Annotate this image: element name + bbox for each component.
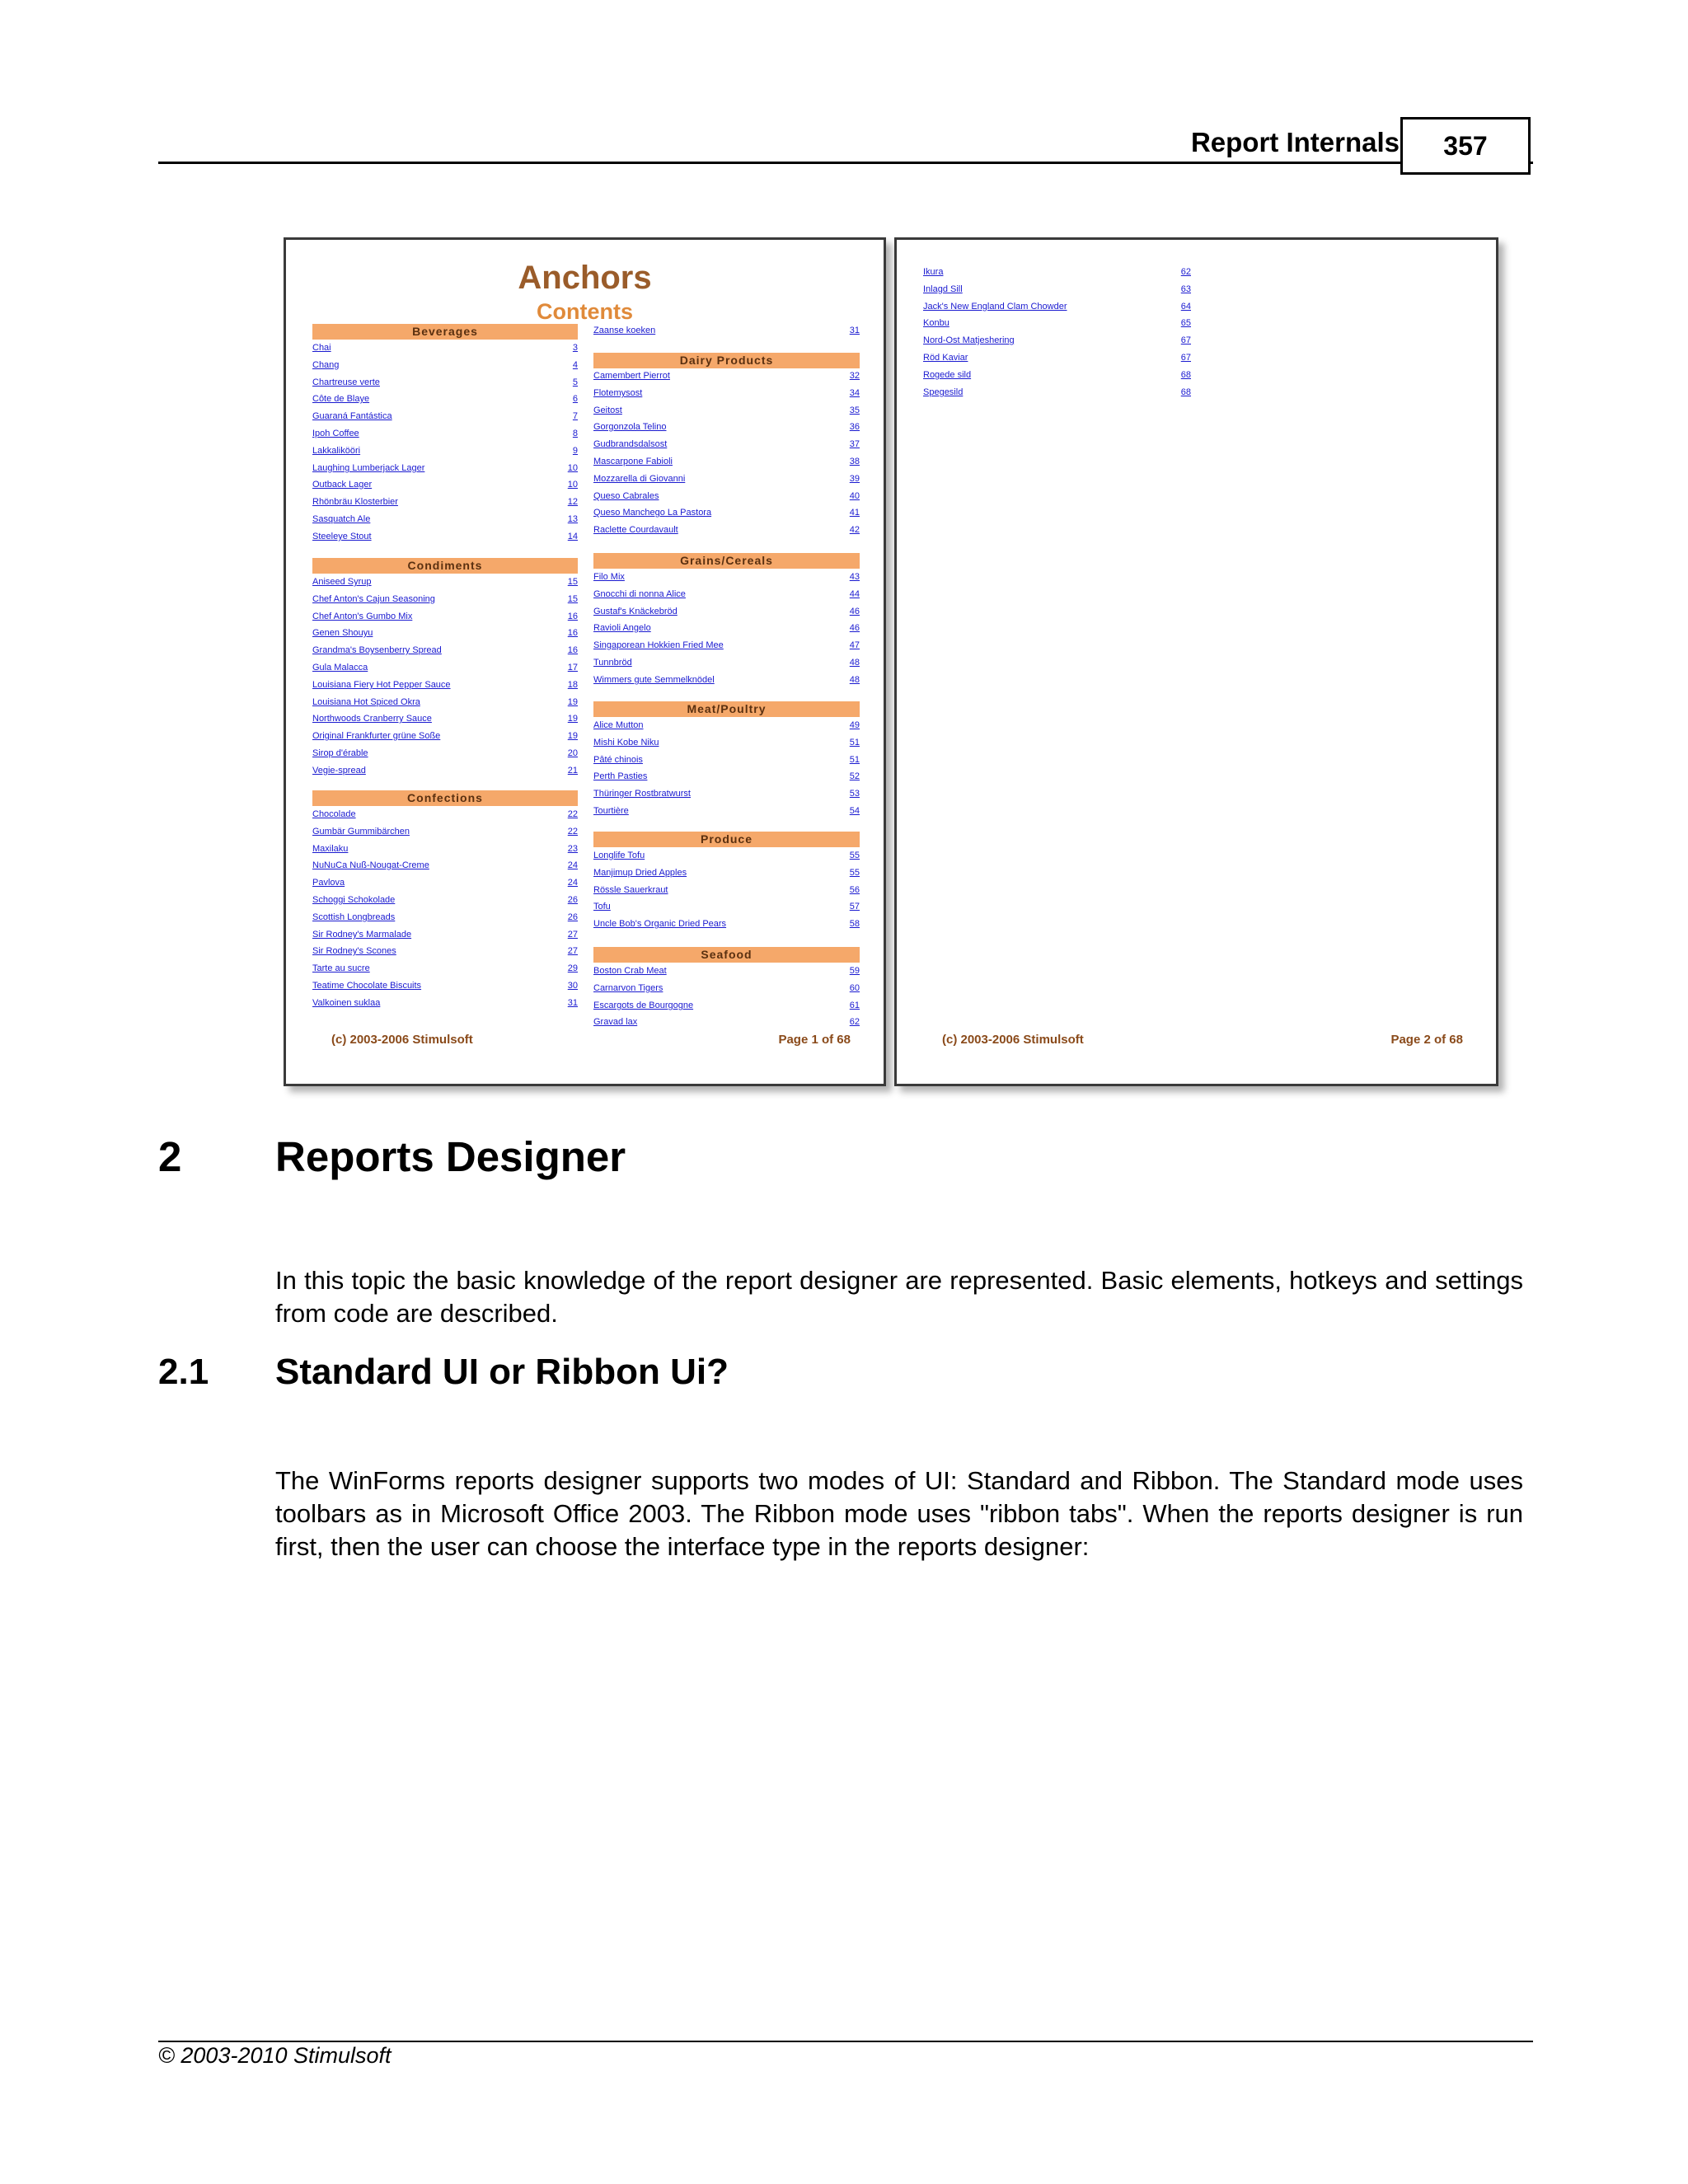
toc-entry[interactable] [593, 620, 860, 636]
toc-entry-name[interactable]: Teatime Chocolate Biscuits [312, 981, 422, 991]
toc-entry-name[interactable]: Chang [312, 360, 340, 370]
toc-entry[interactable] [593, 785, 860, 802]
toc-entry[interactable] [312, 408, 578, 424]
toc-entry[interactable] [593, 368, 860, 384]
toc-entry-page[interactable]: 65 [1180, 318, 1191, 328]
toc-entry-page[interactable]: 68 [1180, 387, 1191, 397]
toc-entry-name[interactable]: Filo Mix [593, 572, 625, 582]
toc-entry-name[interactable]: Côte de Blaye [312, 394, 370, 404]
toc-entry[interactable] [312, 728, 578, 744]
toc-entry-page[interactable]: 24 [567, 860, 578, 870]
toc-entry-name[interactable]: Ipoh Coffee [312, 429, 359, 438]
toc-entry-name[interactable]: Pâté chinois [593, 755, 643, 765]
toc-entry-page[interactable]: 46 [849, 607, 860, 616]
toc-entry[interactable] [312, 874, 578, 891]
toc-entry-name[interactable]: Ravioli Angelo [593, 623, 651, 633]
toc-entry-name[interactable]: Sasquatch Ale [312, 514, 371, 524]
toc-entry-name[interactable]: Gravad lax [593, 1017, 638, 1027]
toc-entry-page[interactable]: 40 [849, 491, 860, 501]
toc-entry-page[interactable]: 16 [567, 628, 578, 638]
toc-entry-page[interactable]: 23 [567, 844, 578, 854]
toc-entry[interactable] [923, 281, 1191, 298]
ui-modes-paragraph: The WinForms reports designer supports two modes of UI: Standard and Ribbon. The Standard mode uses toolbars as in Microsoft Office 2003. The Ribbon mode uses "ribbon tabs". When the reports designer is run first, then the user can choose the interface type in the reports designer: [275, 1466, 1523, 1561]
toc-entry-page[interactable]: 51 [849, 755, 860, 765]
toc-entry-name[interactable]: Guaraná Fantástica [312, 411, 392, 421]
toc-entry-name[interactable]: Raclette Courdavault [593, 525, 678, 535]
toc-entry-page[interactable]: 6 [572, 394, 578, 404]
toc-entry-page[interactable]: 16 [567, 612, 578, 621]
toc-entry[interactable] [312, 943, 578, 959]
toc-entry[interactable] [593, 402, 860, 419]
toc-entry-page[interactable]: 15 [567, 594, 578, 604]
toc-entry-name[interactable]: Chef Anton's Gumbo Mix [312, 612, 413, 621]
toc-entry-page[interactable]: 59 [849, 966, 860, 976]
toc-entry[interactable] [312, 710, 578, 727]
toc-entry-name[interactable]: Laughing Lumberjack Lager [312, 463, 425, 473]
toc-entry[interactable] [312, 960, 578, 977]
toc-entry-name[interactable]: Spegesild [923, 387, 964, 397]
toc-entry-page[interactable]: 19 [567, 697, 578, 707]
toc-entry-page[interactable]: 62 [849, 1017, 860, 1027]
toc-entry[interactable] [593, 768, 860, 785]
toc-entry-page[interactable]: 46 [849, 623, 860, 633]
toc-entry[interactable] [923, 367, 1191, 383]
toc-entry-name[interactable]: Manjimup Dried Apples [593, 868, 687, 878]
page-number-box [1400, 117, 1531, 175]
toc-entry[interactable] [593, 963, 860, 979]
toc-entry-page[interactable]: 4 [572, 360, 578, 370]
report-preview-page-1 [284, 237, 886, 1086]
toc-entry-page[interactable]: 12 [567, 497, 578, 507]
toc-entry-page[interactable]: 48 [849, 658, 860, 668]
toc-entry[interactable] [312, 857, 578, 874]
toc-entry[interactable] [312, 642, 578, 658]
toc-entry-page[interactable]: 27 [567, 930, 578, 940]
toc-entry[interactable] [593, 672, 860, 688]
toc-entry-name[interactable]: Tunnbröd [593, 658, 632, 668]
toc-entry-page[interactable]: 29 [567, 963, 578, 973]
toc-entry[interactable] [312, 391, 578, 407]
toc-entry[interactable] [312, 574, 578, 590]
toc-entry-page[interactable]: 67 [1180, 353, 1191, 363]
toc-entry-page[interactable]: 22 [567, 809, 578, 819]
toc-entry-name[interactable]: Mascarpone Fabioli [593, 457, 673, 466]
subsection-title: Standard UI or Ribbon Ui? [275, 1352, 729, 1392]
toc-entry[interactable] [593, 436, 860, 452]
section-header-produce: Produce [593, 832, 860, 847]
toc-entry-name[interactable]: Zaanse koeken [593, 326, 656, 335]
toc-entry-name[interactable]: Nord-Ost Matjeshering [923, 335, 1015, 345]
toc-entry[interactable] [593, 471, 860, 487]
toc-entry-page[interactable]: 64 [1180, 302, 1191, 312]
toc-entry-page[interactable]: 54 [849, 806, 860, 816]
toc-entry-page[interactable]: 26 [567, 912, 578, 922]
section-header-confections: Confections [312, 790, 578, 806]
toc-entry-page[interactable]: 27 [567, 946, 578, 956]
toc-entry-name[interactable]: Boston Crab Meat [593, 966, 667, 976]
toc-entry[interactable] [312, 340, 578, 356]
toc-entry-name[interactable]: Chartreuse verte [312, 377, 380, 387]
toc-entry[interactable] [593, 419, 860, 435]
toc-entry[interactable] [312, 425, 578, 442]
toc-entry-name[interactable]: Wimmers gute Semmelknödel [593, 675, 715, 685]
toc-entry-page[interactable]: 9 [572, 446, 578, 456]
toc-entry-page[interactable]: 43 [849, 572, 860, 582]
toc-entry-name[interactable]: Northwoods Cranberry Sauce [312, 714, 432, 724]
toc-entry[interactable] [312, 926, 578, 943]
toc-entry-page[interactable]: 21 [567, 766, 578, 776]
toc-entry-page[interactable]: 17 [567, 663, 578, 673]
toc-entry-name[interactable]: Singaporean Hokkien Fried Mee [593, 640, 724, 650]
toc-entry-page[interactable]: 36 [849, 422, 860, 432]
toc-entry-name[interactable]: Chef Anton's Cajun Seasoning [312, 594, 435, 604]
section-header-dairy: Dairy Products [593, 353, 860, 368]
report-footer-copyright-2: (c) 2003-2006 Stimulsoft [942, 1033, 1084, 1047]
toc-entry-name[interactable]: Mozzarella di Giovanni [593, 474, 686, 484]
toc-entry-page[interactable]: 34 [849, 388, 860, 398]
toc-entry[interactable] [593, 569, 860, 585]
toc-entry-page[interactable]: 16 [567, 645, 578, 655]
toc-entry-name[interactable]: Schoggi Schokolade [312, 895, 396, 905]
report-preview-page-2 [894, 237, 1498, 1086]
toc-entry-name[interactable]: Lakkalikööri [312, 446, 361, 456]
page-number: 357 [1443, 130, 1488, 161]
section-header-seafood: Seafood [593, 947, 860, 963]
toc-entry-name[interactable]: Pavlova [312, 878, 345, 888]
toc-entry-name[interactable]: Gnocchi di nonna Alice [593, 589, 686, 599]
toc-entry-name[interactable]: Uncle Bob's Organic Dried Pears [593, 919, 727, 929]
toc-entry-name[interactable]: Aniseed Syrup [312, 577, 372, 587]
toc-entry[interactable] [312, 357, 578, 373]
toc-entry-name[interactable]: Tofu [593, 902, 611, 912]
toc-entry[interactable] [312, 677, 578, 693]
toc-entry-page[interactable]: 30 [567, 981, 578, 991]
toc-entry[interactable] [312, 528, 578, 545]
toc-entry[interactable] [593, 385, 860, 401]
toc-entry[interactable] [312, 841, 578, 857]
section-header-grains: Grains/Cereals [593, 553, 860, 569]
toc-entry[interactable] [593, 865, 860, 881]
toc-entry-page[interactable]: 26 [567, 895, 578, 905]
toc-entry-page[interactable]: 15 [567, 577, 578, 587]
header-rule [158, 162, 1533, 164]
toc-entry[interactable] [593, 803, 860, 819]
toc-entry-page[interactable]: 48 [849, 675, 860, 685]
toc-entry[interactable] [593, 504, 860, 521]
toc-entry-page[interactable]: 10 [567, 463, 578, 473]
toc-entry-page[interactable]: 22 [567, 827, 578, 837]
toc-entry[interactable] [312, 591, 578, 607]
toc-entry-page[interactable]: 31 [567, 998, 578, 1008]
toc-entry[interactable] [312, 608, 578, 625]
toc-entry-page[interactable]: 51 [849, 738, 860, 748]
toc-entry-name[interactable]: Alice Mutton [593, 720, 644, 730]
toc-entry-name[interactable]: Sir Rodney's Scones [312, 946, 396, 956]
intro-paragraph: In this topic the basic knowledge of the report designer are represented. Basic elements, hotkeys and settings from code are described. [275, 1266, 1523, 1328]
toc-entry-page[interactable]: 24 [567, 878, 578, 888]
toc-entry-name[interactable]: Gudbrandsdalsost [593, 439, 668, 449]
toc-entry[interactable] [593, 997, 860, 1014]
toc-entry-page[interactable]: 5 [572, 377, 578, 387]
toc-entry[interactable] [312, 511, 578, 527]
toc-entry[interactable] [312, 745, 578, 762]
toc-entry-page[interactable]: 49 [849, 720, 860, 730]
toc-entry-page[interactable]: 3 [572, 343, 578, 353]
toc-entry[interactable] [593, 882, 860, 898]
section-number: 2 [158, 1133, 182, 1180]
section-header-condiments: Condiments [312, 558, 578, 574]
toc-entry[interactable] [593, 637, 860, 654]
toc-entry-page[interactable]: 52 [849, 771, 860, 781]
toc-entry-name[interactable]: Sirop d'érable [312, 748, 368, 758]
toc-entry-name[interactable]: Valkoinen suklaa [312, 998, 381, 1008]
toc-entry-page[interactable]: 53 [849, 789, 860, 799]
toc-entry-page[interactable]: 63 [1180, 284, 1191, 294]
toc-entry-name[interactable]: Rogede sild [923, 370, 972, 380]
toc-entry-name[interactable]: Flotemysost [593, 388, 643, 398]
toc-entry-name[interactable]: Inlagd Sill [923, 284, 963, 294]
toc-entry-page[interactable]: 19 [567, 714, 578, 724]
toc-entry[interactable] [593, 916, 860, 932]
toc-entry-page[interactable]: 10 [567, 480, 578, 490]
toc-entry-name[interactable]: Longlife Tofu [593, 851, 645, 860]
toc-entry-page[interactable]: 55 [849, 868, 860, 878]
toc-entry[interactable] [593, 586, 860, 602]
report-footer-copyright: (c) 2003-2006 Stimulsoft [331, 1033, 473, 1047]
footer-copyright: © 2003-2010 Stimulsoft [158, 2043, 392, 2068]
toc-entry-name[interactable]: Rössle Sauerkraut [593, 885, 668, 895]
toc-entry-name[interactable]: Vegie-spread [312, 766, 366, 776]
toc-entry-page[interactable]: 60 [849, 983, 860, 993]
toc-entry-page[interactable]: 62 [1180, 267, 1191, 277]
toc-entry[interactable] [312, 909, 578, 926]
toc-entry[interactable] [593, 453, 860, 470]
toc-entry-name[interactable]: Röd Kaviar [923, 353, 968, 363]
toc-entry[interactable] [593, 898, 860, 915]
toc-entry[interactable] [312, 694, 578, 710]
toc-entry[interactable] [923, 315, 1191, 331]
toc-entry-name[interactable]: Genen Shouyu [312, 628, 373, 638]
toc-entry-page[interactable]: 7 [572, 411, 578, 421]
toc-entry[interactable] [593, 717, 860, 733]
toc-entry-page[interactable]: 8 [572, 429, 578, 438]
toc-entry-page[interactable]: 38 [849, 457, 860, 466]
section-header-beverages: Beverages [312, 324, 578, 340]
toc-entry[interactable] [312, 806, 578, 823]
toc-entry[interactable] [312, 892, 578, 908]
toc-entry-name[interactable]: Steeleye Stout [312, 532, 372, 541]
toc-entry-page[interactable]: 47 [849, 640, 860, 650]
toc-entry-name[interactable]: Escargots de Bourgogne [593, 1001, 694, 1010]
toc-entry-name[interactable]: Tarte au sucre [312, 963, 370, 973]
toc-entry-page[interactable]: 42 [849, 525, 860, 535]
toc-entry-page[interactable]: 56 [849, 885, 860, 895]
toc-entry[interactable] [312, 659, 578, 676]
toc-entry-name[interactable]: Gumbär Gummibärchen [312, 827, 410, 837]
toc-entry[interactable] [923, 264, 1191, 280]
section-header-meat: Meat/Poultry [593, 701, 860, 717]
toc-entry-page[interactable]: 55 [849, 851, 860, 860]
toc-entry-page[interactable]: 67 [1180, 335, 1191, 345]
report-footer-page: Page 1 of 68 [778, 1033, 851, 1047]
toc-entry-page[interactable]: 18 [567, 680, 578, 690]
toc-entry-name[interactable]: Thüringer Rostbratwurst [593, 789, 691, 799]
toc-entry-name[interactable]: Queso Manchego La Pastora [593, 508, 712, 518]
toc-entry-name[interactable]: Queso Cabrales [593, 491, 659, 501]
toc-entry[interactable] [312, 476, 578, 493]
toc-entry-page[interactable]: 57 [849, 902, 860, 912]
toc-entry-name[interactable]: Perth Pasties [593, 771, 648, 781]
toc-entry[interactable] [593, 603, 860, 620]
subsection-number: 2.1 [158, 1352, 209, 1392]
toc-entry[interactable] [923, 349, 1191, 366]
toc-entry-page[interactable]: 14 [567, 532, 578, 541]
toc-entry[interactable] [593, 752, 860, 768]
toc-entry-name[interactable]: Ikura [923, 267, 944, 277]
section-title: Reports Designer [275, 1133, 626, 1180]
toc-entry-name[interactable]: Louisiana Fiery Hot Pepper Sauce [312, 680, 451, 690]
toc-entry[interactable] [923, 332, 1191, 349]
toc-entry-page[interactable]: 41 [849, 508, 860, 518]
toc-entry-name[interactable]: Mishi Kobe Niku [593, 738, 659, 748]
toc-entry-page[interactable]: 32 [849, 371, 860, 381]
toc-entry-page[interactable]: 39 [849, 474, 860, 484]
toc-entry[interactable] [593, 488, 860, 504]
toc-entry[interactable] [923, 298, 1191, 315]
report-title: Anchors [518, 260, 652, 296]
toc-entry[interactable] [593, 1014, 860, 1030]
toc-entry-name[interactable]: Chocolade [312, 809, 356, 819]
toc-entry[interactable] [312, 977, 578, 994]
report-footer-page-2: Page 2 of 68 [1390, 1033, 1463, 1047]
toc-entry-name[interactable]: Carnarvon Tigers [593, 983, 663, 993]
toc-entry[interactable] [593, 654, 860, 671]
toc-entry[interactable] [312, 762, 578, 779]
toc-entry[interactable] [312, 494, 578, 510]
toc-entry-page[interactable]: 68 [1180, 370, 1191, 380]
running-header-title: Report Internals [1190, 127, 1400, 157]
toc-entry[interactable] [312, 995, 578, 1011]
toc-entry-name[interactable]: Gula Malacca [312, 663, 368, 673]
toc-entry-name[interactable]: Tourtière [593, 806, 629, 816]
toc-entry-name[interactable]: Original Frankfurter grüne Soße [312, 731, 441, 741]
toc-entry-name[interactable]: Rhönbräu Klosterbier [312, 497, 398, 507]
toc-entry-name[interactable]: Camembert Pierrot [593, 371, 670, 381]
toc-entry-page[interactable]: 37 [849, 439, 860, 449]
toc-entry-name[interactable]: Sir Rodney's Marmalade [312, 930, 412, 940]
toc-entry-name[interactable]: Grandma's Boysenberry Spread [312, 645, 442, 655]
toc-entry-name[interactable]: Gorgonzola Telino [593, 422, 667, 432]
toc-entry-page[interactable]: 35 [849, 405, 860, 415]
toc-entry[interactable] [593, 847, 860, 864]
toc-entry-name[interactable]: NuNuCa Nuß-Nougat-Creme [312, 860, 429, 870]
toc-entry-page[interactable]: 61 [849, 1001, 860, 1010]
toc-entry[interactable] [312, 374, 578, 391]
toc-entry[interactable] [312, 460, 578, 476]
toc-entry-name[interactable]: Geitost [593, 405, 622, 415]
toc-entry-page[interactable]: 58 [849, 919, 860, 929]
toc-entry[interactable] [312, 443, 578, 459]
toc-entry-name[interactable]: Chai [312, 343, 331, 353]
toc-entry[interactable] [593, 734, 860, 751]
toc-entry-page[interactable]: 19 [567, 731, 578, 741]
toc-entry-name[interactable]: Konbu [923, 318, 950, 328]
toc-entry-page[interactable]: 20 [567, 748, 578, 758]
toc-entry[interactable] [593, 322, 860, 339]
report-subtitle: Contents [537, 299, 633, 324]
footer-rule [158, 2041, 1533, 2042]
toc-entry-name[interactable]: Jack's New England Clam Chowder [923, 302, 1067, 312]
toc-entry[interactable] [312, 823, 578, 840]
toc-entry-name[interactable]: Gustaf's Knäckebröd [593, 607, 678, 616]
toc-entry[interactable] [593, 522, 860, 538]
toc-entry-page[interactable]: 13 [567, 514, 578, 524]
toc-entry-name[interactable]: Outback Lager [312, 480, 373, 490]
toc-entry-name[interactable]: Scottish Longbreads [312, 912, 396, 922]
toc-entry-page[interactable]: 31 [849, 326, 860, 335]
toc-entry-name[interactable]: Maxilaku [312, 844, 349, 854]
toc-entry[interactable] [923, 384, 1191, 401]
toc-entry[interactable] [312, 625, 578, 641]
toc-entry-page[interactable]: 44 [849, 589, 860, 599]
toc-entry-name[interactable]: Louisiana Hot Spiced Okra [312, 697, 420, 707]
toc-entry[interactable] [593, 980, 860, 996]
